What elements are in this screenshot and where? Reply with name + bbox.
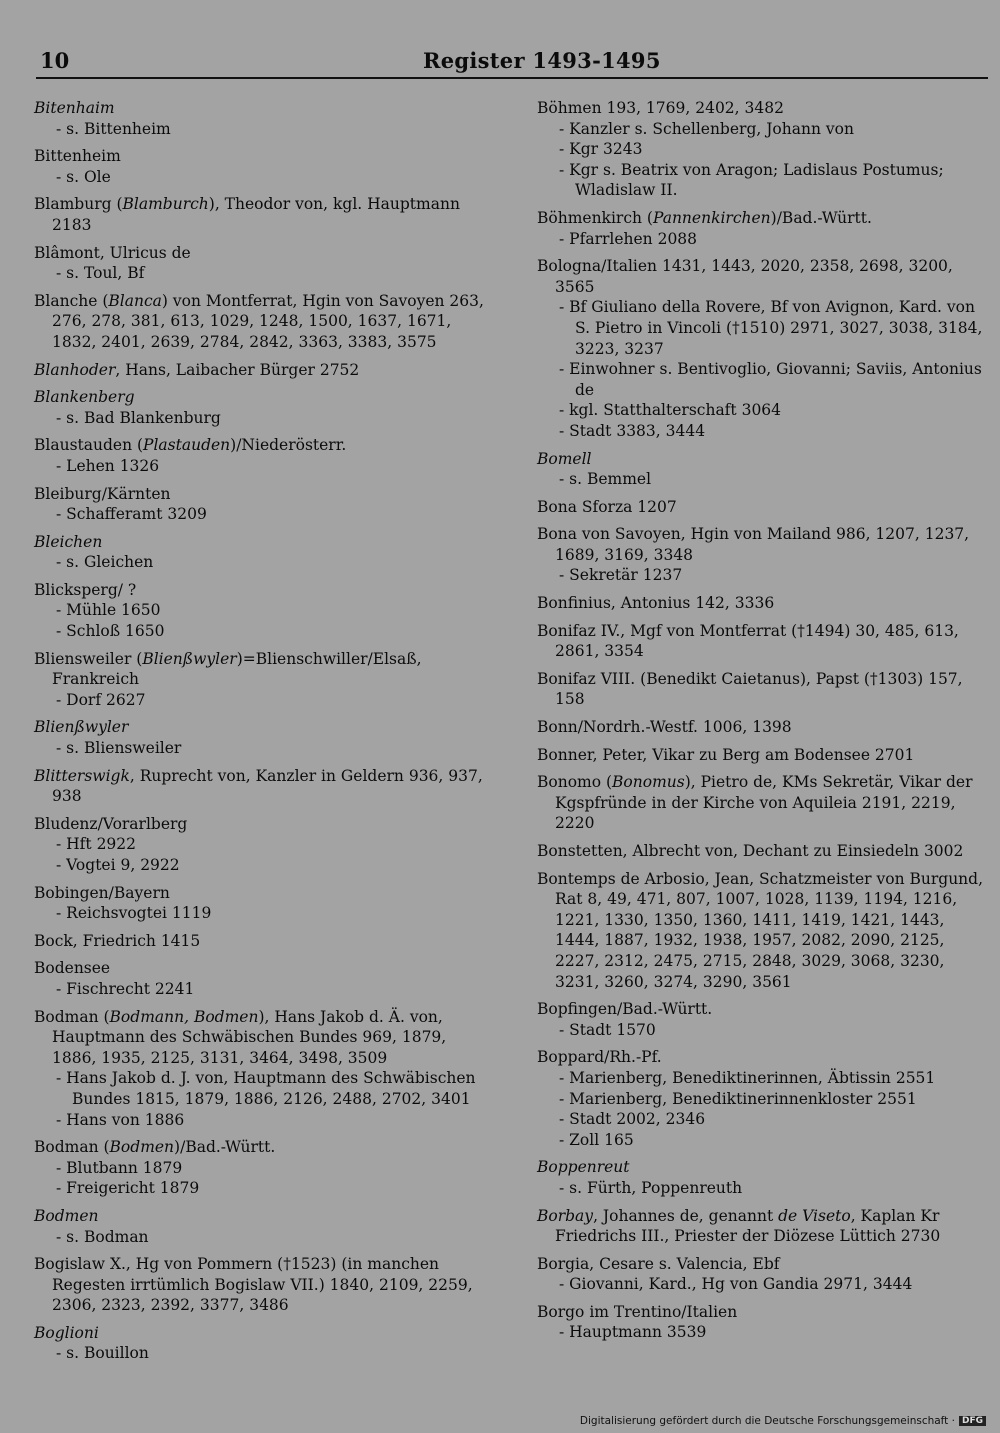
entry-headword: Boppard/Rh.-Pf. bbox=[537, 1048, 662, 1067]
entry-headword: Bonifaz VIII. (Benedikt Caietanus), Papst (†1303) 157, 158 bbox=[537, 669, 963, 709]
index-entry bbox=[34, 243, 486, 284]
entry-subitem: - Hauptmann 3539 bbox=[559, 1323, 707, 1342]
entry-headword: Blankenberg bbox=[34, 388, 135, 407]
entry-headword: Bleiburg/Kärnten bbox=[34, 484, 171, 503]
entry-subitem: - Schloß 1650 bbox=[56, 622, 165, 641]
index-entry bbox=[34, 360, 486, 381]
entry-headword: Bobingen/Bayern bbox=[34, 883, 170, 902]
entry-subitem: - Stadt 3383, 3444 bbox=[559, 421, 706, 440]
entry-subitem: - s. Bodman bbox=[56, 1227, 149, 1246]
index-entry bbox=[537, 745, 990, 766]
entry-subitem: - Schafferamt 3209 bbox=[56, 505, 207, 524]
index-entry bbox=[537, 98, 990, 201]
entry-headword: Bodman (Bodmann, Bodmen), Hans Jakob d. Ä. von, Hauptmann des Schwäbischen Bundes 969, 1879, 1886, 1935, 2125, 3131, 3464, 3498, 3509 bbox=[34, 1007, 447, 1067]
entry-headword: Boppenreut bbox=[537, 1158, 630, 1177]
entry-headword: Bliensweiler (Blienßwyler)=Blienschwiller/Elsaß, Frankreich bbox=[34, 649, 422, 689]
index-entry bbox=[34, 291, 486, 353]
index-entry bbox=[537, 208, 990, 249]
entry-subitem: - Pfarrlehen 2088 bbox=[559, 229, 698, 248]
index-entry bbox=[537, 869, 990, 993]
index-entry bbox=[34, 883, 486, 924]
entry-headword: Bodmen bbox=[34, 1206, 99, 1225]
index-entry bbox=[34, 194, 486, 235]
entry-headword: Borgia, Cesare s. Valencia, Ebf bbox=[537, 1254, 780, 1273]
index-entry bbox=[34, 958, 486, 999]
footer-text: Digitalisierung gefördert durch die Deutsche Forschungsgemeinschaft · bbox=[579, 1415, 955, 1427]
entry-headword: Bludenz/Vorarlberg bbox=[34, 814, 188, 833]
entry-subitem: - Vogtei 9, 2922 bbox=[56, 856, 180, 874]
entry-subitem: - s. Gleichen bbox=[56, 553, 154, 572]
index-entry bbox=[34, 814, 486, 876]
entry-headword: Bontemps de Arbosio, Jean, Schatzmeister von Burgund, Rat 8, 49, 471, 807, 1007, 1028, 1139, 1194, 1216, 1221, 1330, 1350, 1360, 1411, 1419, 1421, 1443, 1444, 1887, 1932, 1938, 1957, 2082, 2090, 2125, 2227, 2312, 2475, 2715, 2848, 3029, 3068, 3230, 3231, 3260, 3274, 3290, 3561 bbox=[537, 869, 984, 991]
entry-subitem: - Fischrecht 2241 bbox=[56, 979, 195, 998]
entry-subitem: - Reichsvogtei 1119 bbox=[56, 904, 212, 923]
dfg-logo: DFG bbox=[959, 1416, 986, 1426]
entry-subitem: - Kanzler s. Schellenberg, Johann von bbox=[559, 119, 854, 138]
entry-headword: Bitenhaim bbox=[34, 99, 115, 117]
index-column-left bbox=[34, 98, 486, 1371]
entry-subitem: - Kgr 3243 bbox=[559, 140, 643, 159]
page-title: Register 1493-1495 bbox=[423, 48, 661, 73]
index-entry bbox=[537, 1047, 990, 1150]
index-entry bbox=[537, 999, 990, 1040]
index-entry bbox=[34, 649, 486, 711]
entry-subitem: - Hans Jakob d. J. von, Hauptmann des Schwäbischen Bundes 1815, 1879, 1886, 2126, 2488, 2702, 3401 bbox=[56, 1069, 476, 1108]
index-entry bbox=[537, 1157, 990, 1198]
index-entry bbox=[34, 717, 486, 758]
entry-subitem: - Marienberg, Benediktinerinnenkloster 2551 bbox=[559, 1089, 917, 1108]
entry-headword: Bogislaw X., Hg von Pommern (†1523) (in manchen Regesten irrtümlich Bogislaw VII.) 1840, 2109, 2259, 2306, 2323, 2392, 3377, 3486 bbox=[34, 1255, 473, 1315]
index-entry bbox=[34, 931, 486, 952]
entry-subitem: - Freigericht 1879 bbox=[56, 1179, 200, 1198]
index-entry bbox=[537, 524, 990, 586]
entry-subitem: - Giovanni, Kard., Hg von Gandia 2971, 3444 bbox=[559, 1275, 913, 1294]
index-entry bbox=[34, 484, 486, 525]
index-entry bbox=[34, 532, 486, 573]
entry-headword: Blamburg (Blamburch), Theodor von, kgl. Hauptmann 2183 bbox=[34, 195, 460, 234]
entry-subitem: - s. Fürth, Poppenreuth bbox=[559, 1178, 743, 1197]
entry-headword: Bonfinius, Antonius 142, 3336 bbox=[537, 594, 775, 613]
entry-headword: Bonomo (Bonomus), Pietro de, KMs Sekretär, Vikar der Kgspfründe in der Kirche von Aquileia 2191, 2219, 2220 bbox=[537, 773, 973, 833]
entry-headword: Bona von Savoyen, Hgin von Mailand 986, 1207, 1237, 1689, 3169, 3348 bbox=[537, 525, 970, 564]
entry-headword: Bologna/Italien 1431, 1443, 2020, 2358, 2698, 3200, 3565 bbox=[537, 257, 953, 296]
entry-subitem: - Bf Giuliano della Rovere, Bf von Avignon, Kard. von S. Pietro in Vincoli (†1510) 2971, 3027, 3038, 3184, 3223, 3237 bbox=[559, 298, 983, 358]
entry-headword: Bodman (Bodmen)/Bad.-Württ. bbox=[34, 1138, 276, 1157]
entry-subitem: - Kgr s. Beatrix von Aragon; Ladislaus Postumus; Wladislaw II. bbox=[559, 160, 944, 200]
header-rule bbox=[36, 77, 988, 79]
index-entry bbox=[34, 580, 486, 642]
entry-headword: Bodensee bbox=[34, 959, 111, 978]
index-entry bbox=[537, 449, 990, 490]
entry-subitem: - Blutbann 1879 bbox=[56, 1158, 183, 1177]
entry-subitem: - s. Bittenheim bbox=[56, 119, 171, 138]
entry-subitem: - Hft 2922 bbox=[56, 835, 137, 854]
index-entry bbox=[34, 387, 486, 428]
entry-headword: Blienßwyler bbox=[34, 718, 129, 737]
entry-headword: Blitterswigk, Ruprecht von, Kanzler in Geldern 936, 937, 938 bbox=[34, 766, 483, 806]
entry-headword: Böhmen 193, 1769, 2402, 3482 bbox=[537, 99, 784, 117]
entry-subitem: - Mühle 1650 bbox=[56, 601, 161, 620]
entry-headword: Blanche (Blanca) von Montferrat, Hgin von Savoyen 263, 276, 278, 381, 613, 1029, 1248, 1500, 1637, 1671, 1832, 2401, 2639, 2784, 2842, 3363, 3383, 3575 bbox=[34, 291, 484, 351]
entry-subitem: - Lehen 1326 bbox=[56, 456, 160, 475]
entry-headword: Bona Sforza 1207 bbox=[537, 497, 677, 516]
entry-headword: Blaustauden (Plastauden)/Niederösterr. bbox=[34, 436, 347, 455]
index-entry bbox=[34, 435, 486, 476]
entry-headword: Blanhoder, Hans, Laibacher Bürger 2752 bbox=[34, 360, 360, 379]
entry-subitem: - s. Toul, Bf bbox=[56, 264, 145, 283]
entry-headword: Bonstetten, Albrecht von, Dechant zu Einsiedeln 3002 bbox=[537, 842, 964, 860]
index-entry bbox=[34, 1137, 486, 1199]
page-number: 10 bbox=[40, 48, 70, 73]
index-entry bbox=[537, 717, 990, 738]
entry-subitem: - s. Ole bbox=[56, 167, 111, 186]
index-entry bbox=[537, 669, 990, 710]
entry-subitem: - s. Bad Blankenburg bbox=[56, 408, 221, 427]
entry-headword: Bopfingen/Bad.-Württ. bbox=[537, 1000, 713, 1019]
entry-subitem: - Marienberg, Benediktinerinnen, Äbtissin 2551 bbox=[559, 1068, 936, 1087]
entry-headword: Boglioni bbox=[34, 1323, 99, 1342]
index-entry bbox=[34, 1323, 486, 1364]
entry-subitem: - Sekretär 1237 bbox=[559, 566, 683, 585]
entry-headword: Bonifaz IV., Mgf von Montferrat (†1494) 30, 485, 613, 2861, 3354 bbox=[537, 621, 959, 661]
entry-subitem: - Stadt 2002, 2346 bbox=[559, 1110, 706, 1129]
entry-headword: Bock, Friedrich 1415 bbox=[34, 931, 201, 950]
entry-headword: Bleichen bbox=[34, 532, 103, 551]
index-entry bbox=[537, 621, 990, 662]
index-entry bbox=[34, 146, 486, 187]
index-entry bbox=[537, 497, 990, 518]
entry-headword: Bonn/Nordrh.-Westf. 1006, 1398 bbox=[537, 718, 792, 737]
entry-subitem: - Hans von 1886 bbox=[56, 1110, 185, 1129]
index-entry bbox=[537, 1206, 990, 1247]
index-entry bbox=[537, 1302, 990, 1343]
entry-subitem: - kgl. Statthalterschaft 3064 bbox=[559, 401, 782, 420]
entry-headword: Bittenheim bbox=[34, 147, 121, 166]
entry-headword: Bonner, Peter, Vikar zu Berg am Bodensee 2701 bbox=[537, 745, 915, 764]
entry-subitem: - s. Bouillon bbox=[56, 1344, 149, 1363]
entry-subitem: - s. Bemmel bbox=[559, 470, 652, 489]
entry-headword: Borbay, Johannes de, genannt de Viseto, Kaplan Kr Friedrichs III., Priester der Diözese Lüttich 2730 bbox=[537, 1206, 941, 1246]
index-entry bbox=[537, 593, 990, 614]
index-entry bbox=[34, 1007, 486, 1131]
index-entry bbox=[34, 766, 486, 807]
index-entry bbox=[537, 256, 990, 441]
entry-subitem: - s. Bliensweiler bbox=[56, 739, 182, 758]
entry-subitem: - Zoll 165 bbox=[559, 1130, 634, 1149]
index-column-right bbox=[537, 98, 990, 1350]
index-entry bbox=[537, 772, 990, 834]
entry-headword: Borgo im Trentino/Italien bbox=[537, 1302, 738, 1321]
entry-headword: Blicksperg/ ? bbox=[34, 580, 137, 599]
entry-subitem: - Einwohner s. Bentivoglio, Giovanni; Saviis, Antonius de bbox=[559, 360, 982, 399]
index-entry bbox=[34, 1254, 486, 1316]
index-entry bbox=[537, 1254, 990, 1295]
index-entry bbox=[34, 98, 486, 139]
entry-headword: Blâmont, Ulricus de bbox=[34, 243, 191, 262]
entry-headword: Bomell bbox=[537, 449, 592, 468]
entry-subitem: - Stadt 1570 bbox=[559, 1020, 656, 1039]
footer-credit bbox=[580, 1415, 986, 1427]
index-entry bbox=[537, 841, 990, 862]
index-entry bbox=[34, 1206, 486, 1247]
entry-subitem: - Dorf 2627 bbox=[56, 690, 146, 709]
entry-headword: Böhmenkirch (Pannenkirchen)/Bad.-Württ. bbox=[537, 208, 872, 227]
